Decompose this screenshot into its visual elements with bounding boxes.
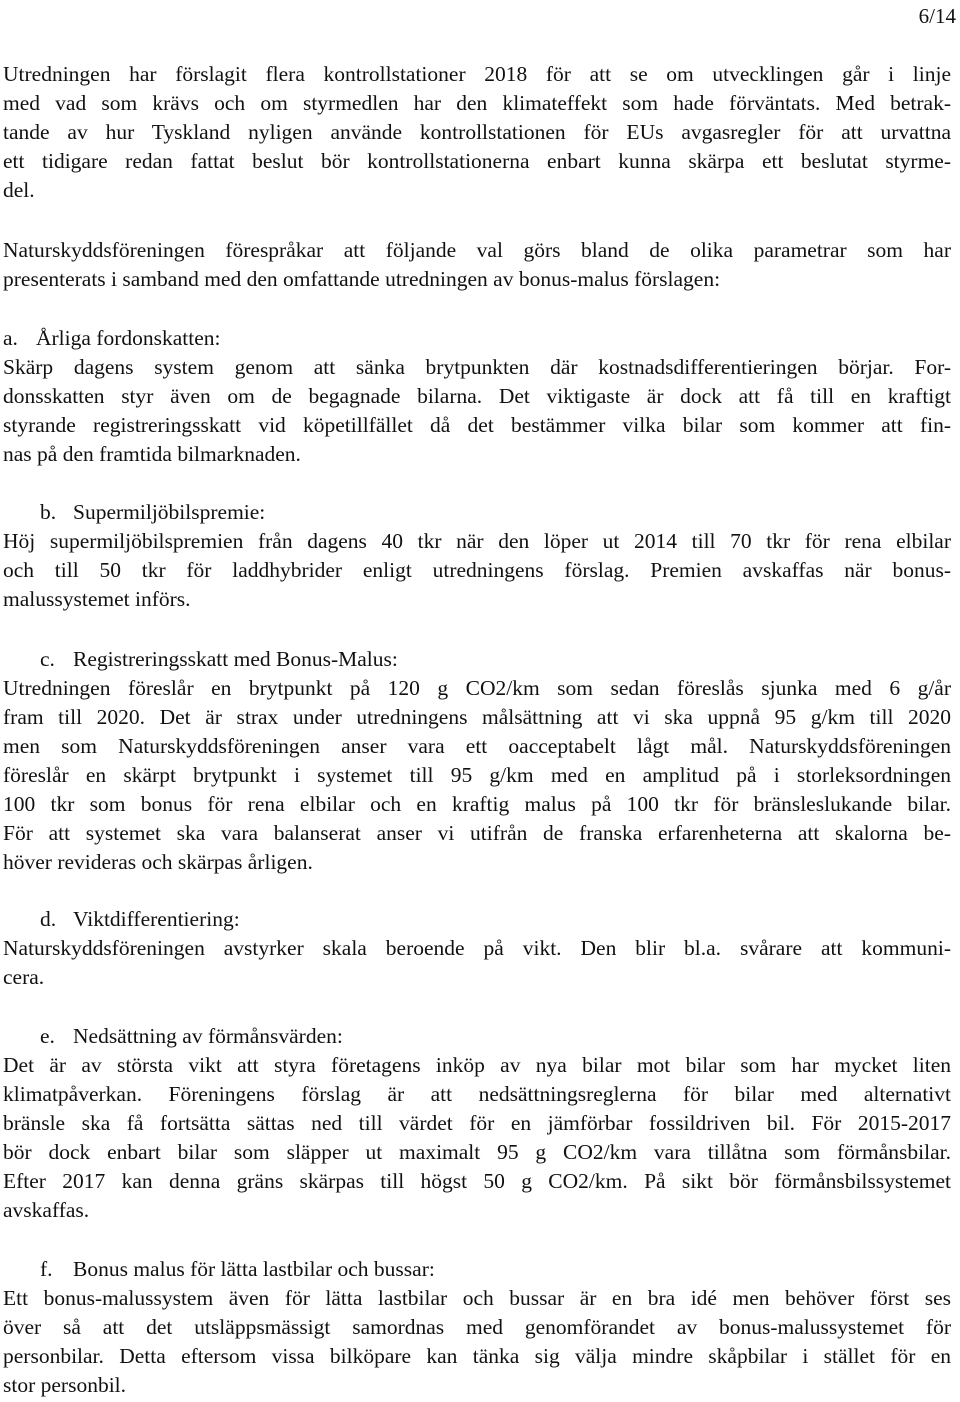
section-line: För att systemet ska vara balanserat anser vi utifrån de franska erfarenheterna att skalorna be- [3, 821, 951, 845]
section-line: personbilar. Detta eftersom vissa bilköpare kan tänka sig välja mindre skåpbilar i stället för en [3, 1344, 951, 1368]
section-marker: b. [40, 500, 57, 524]
section-marker: a. [3, 326, 18, 350]
section-line: men som Naturskyddsföreningen anser vara ett oacceptabelt lågt mål. Naturskyddsföreningen [3, 734, 951, 758]
section-a-body [3, 353, 951, 469]
section-line: Höj supermiljöbilspremien från dagens 40 tkr när den löper ut 2014 till 70 tkr för rena elbilar [3, 529, 951, 553]
intro-line: Utredningen har förslagit flera kontrollstationer 2018 för att se om utvecklingen går i linje [3, 62, 951, 86]
page-number: 6/14 [918, 4, 956, 28]
section-c-body [3, 674, 951, 877]
intro-line: med vad som krävs och om styrmedlen har den klimateffekt som hade förväntats. Med betrak- [3, 91, 951, 115]
section-heading-text: Registreringsskatt med Bonus-Malus: [73, 647, 398, 671]
section-line: nas på den framtida bilmarknaden. [3, 442, 301, 466]
section-line: donsskatten styr även om de begagnade bilarna. Det viktigaste är dock att få till en kraftigt [3, 384, 951, 408]
position-paragraph [3, 236, 951, 294]
section-line: över så att det utsläppsmässigt samordnas med genomförandet av bonus-malussystemet för [3, 1315, 951, 1339]
section-line: stor personbil. [3, 1373, 127, 1397]
section-e-body [3, 1051, 951, 1225]
section-c-heading [40, 645, 398, 674]
section-b-body [3, 527, 951, 614]
section-line: malussystemet införs. [3, 587, 191, 611]
section-line: Utredningen föreslår en brytpunkt på 120 g CO2/km som sedan föreslås sjunka med 6 g/år [3, 676, 951, 700]
section-b-heading [40, 498, 265, 527]
section-heading-text: Årliga fordonskatten: [36, 326, 221, 350]
section-heading-text: Viktdifferentiering: [73, 907, 240, 931]
section-line: Efter 2017 kan denna gräns skärpas till högst 50 g CO2/km. På sikt bör förmånsbilssystemet [3, 1169, 951, 1193]
section-line: 100 tkr som bonus för rena elbilar och en kraftig malus på 100 tkr för bränsleslukande bilar. [3, 792, 951, 816]
section-line: Ett bonus-malussystem även för lätta lastbilar och bussar är en bra idé men behöver först ses [3, 1286, 951, 1310]
section-d-heading [40, 905, 240, 934]
intro-line: del. [3, 178, 35, 202]
intro-paragraph [3, 60, 951, 205]
section-e-heading [40, 1022, 343, 1051]
section-marker: e. [40, 1024, 55, 1048]
section-heading-text: Nedsättning av förmånsvärden: [73, 1024, 343, 1048]
intro-line: ett tidigare redan fattat beslut bör kontrollstationerna enbart kunna skärpa ett beslutat styrme- [3, 149, 951, 173]
intro-line: tande av hur Tyskland nyligen använde kontrollstationen för EUs avgasregler för att urvattna [3, 120, 951, 144]
section-line: Skärp dagens system genom att sänka brytpunkten där kostnadsdifferentieringen börjar. For- [3, 355, 951, 379]
section-line: höver revideras och skärpas årligen. [3, 850, 313, 874]
section-line: cera. [3, 965, 45, 989]
section-marker: d. [40, 907, 57, 931]
section-f-body [3, 1284, 951, 1400]
section-d-body [3, 934, 951, 992]
section-line: och till 50 tkr för laddhybrider enligt utredningens förslag. Premien avskaffas när bonus- [3, 558, 951, 582]
section-line: bör dock enbart bilar som släpper ut maximalt 95 g CO2/km vara tillåtna som förmånsbilar. [3, 1140, 951, 1164]
section-line: klimatpåverkan. Föreningens förslag är att nedsättningsreglerna för bilar med alternativt [3, 1082, 951, 1106]
section-marker: f. [40, 1257, 53, 1281]
section-line: bränsle ska få fortsätta sättas ned till värdet för en jämförbar fossildriven bil. För 2015-2017 [3, 1111, 951, 1135]
section-a-heading [3, 324, 221, 353]
section-f-heading [40, 1255, 435, 1284]
section-line: fram till 2020. Det är strax under utredningens målsättning att vi ska uppnå 95 g/km till 2020 [3, 705, 951, 729]
section-heading-text: Bonus malus för lätta lastbilar och bussar: [73, 1257, 435, 1281]
section-marker: c. [40, 647, 55, 671]
section-line: Naturskyddsföreningen avstyrker skala beroende på vikt. Den blir bl.a. svårare att kommuni- [3, 936, 951, 960]
section-heading-text: Supermiljöbilspremie: [73, 500, 266, 524]
section-line: Det är av största vikt att styra företagens inköp av nya bilar mot bilar som har mycket liten [3, 1053, 951, 1077]
position-line: Naturskyddsföreningen förespråkar att följande val görs bland de olika parametrar som har [3, 238, 951, 262]
section-line: styrande registreringsskatt vid köpetillfället då det bestämmer vilka bilar som kommer att fin- [3, 413, 951, 437]
position-line: presenterats i samband med den omfattande utredningen av bonus-malus förslagen: [3, 267, 721, 291]
section-line: avskaffas. [3, 1198, 90, 1222]
section-line: föreslår en skärpt brytpunkt i systemet till 95 g/km med en amplitud på i storleksordningen [3, 763, 951, 787]
